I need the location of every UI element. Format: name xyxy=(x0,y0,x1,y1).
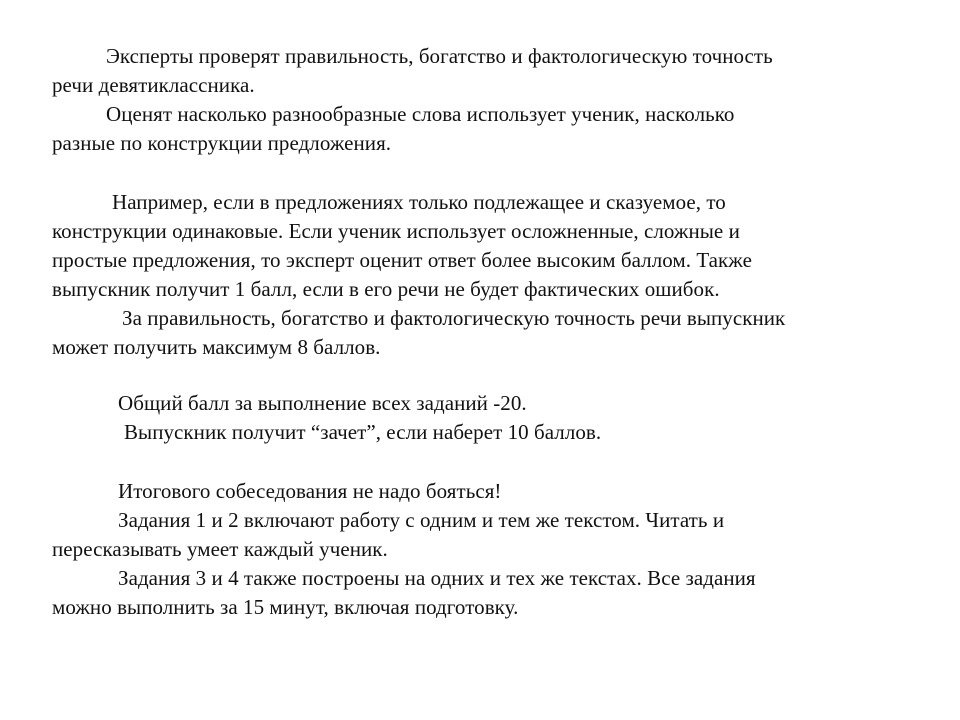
text-line-13: Итогового собеседования не надо бояться! xyxy=(118,479,502,503)
text-line-11: Общий балл за выполнение всех заданий -20. xyxy=(118,391,527,415)
text-line-1: Эксперты проверят правильность, богатство и фактологическую точность xyxy=(106,44,773,68)
text-line-2: речи девятиклассника. xyxy=(52,73,255,97)
text-line-7: простые предложения, то эксперт оценит ответ более высоким баллом. Также xyxy=(52,248,752,272)
text-line-15: пересказывать умеет каждый ученик. xyxy=(52,537,388,561)
text-line-9: За правильность, богатство и фактологическую точность речи выпускник xyxy=(122,306,786,330)
text-line-12: Выпускник получит “зачет”, если наберет 10 баллов. xyxy=(124,420,602,444)
text-line-5: Например, если в предложениях только подлежащее и сказуемое, то xyxy=(112,190,726,214)
text-line-6: конструкции одинаковые. Если ученик использует осложненные, сложные и xyxy=(52,219,740,243)
text-line-4: разные по конструкции предложения. xyxy=(52,131,392,155)
text-line-17: можно выполнить за 15 минут, включая подготовку. xyxy=(52,595,519,619)
text-line-10: может получить максимум 8 баллов. xyxy=(52,335,381,359)
text-line-3: Оценят насколько разнообразные слова использует ученик, насколько xyxy=(106,102,735,126)
text-line-14: Задания 1 и 2 включают работу с одним и тем же текстом. Читать и xyxy=(118,508,725,532)
text-line-16: Задания 3 и 4 также построены на одних и тех же текстах. Все задания xyxy=(118,566,756,590)
text-line-8: выпускник получит 1 балл, если в его речи не будет фактических ошибок. xyxy=(52,277,720,301)
